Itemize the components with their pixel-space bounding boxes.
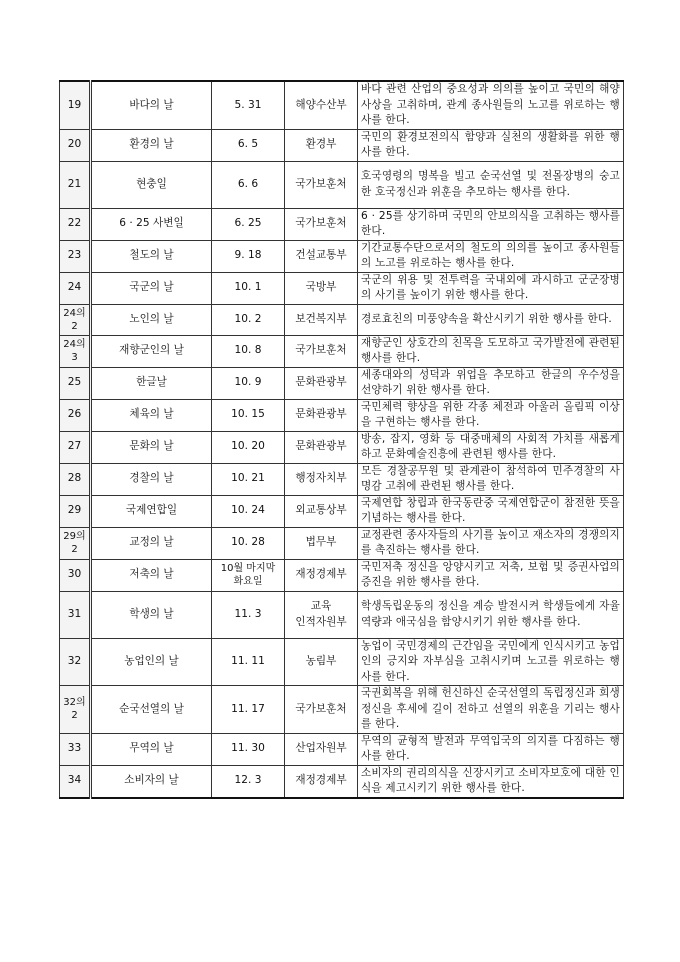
description: 국민의 환경보전의식 함양과 실천의 생활화를 위한 행사를 한다. [358, 129, 624, 161]
day-name: 노인의 날 [91, 304, 212, 335]
ministry: 국가보훈처 [285, 686, 358, 734]
description: 경로효친의 미풍양속을 확산시키기 위한 행사를 한다. [358, 304, 624, 335]
day-name: 바다의 날 [91, 81, 212, 129]
description: 국군의 위용 및 전투력을 국내외에 과시하고 군군장병의 사기를 높이기 위한 행사를 한다. [358, 272, 624, 304]
description: 세종대와의 성덕과 위업을 추모하고 한글의 우수성을 선양하기 위한 행사를 한다. [358, 367, 624, 399]
day-name: 저축의 날 [91, 559, 212, 591]
table-row [60, 129, 624, 161]
table-row [60, 161, 624, 208]
row-number: 20 [60, 129, 91, 161]
row-number: 24의 2 [60, 304, 91, 335]
table-row [60, 765, 624, 798]
ministry: 문화관광부 [285, 399, 358, 431]
row-number: 27 [60, 431, 91, 463]
day-date: 10월 마지막 화요일 [212, 559, 285, 591]
day-name: 환경의 날 [91, 129, 212, 161]
row-number: 24 [60, 272, 91, 304]
table-row [60, 527, 624, 559]
table-row [60, 495, 624, 527]
ministry: 교육 인적자원부 [285, 591, 358, 638]
row-number: 24의 3 [60, 335, 91, 367]
description: 학생독립운동의 정신을 계승 발전시켜 학생들에게 자율역량과 애국심을 함양시키기 위한 행사를 한다. [358, 591, 624, 638]
row-number: 26 [60, 399, 91, 431]
description: 농업이 국민경제의 근간임을 국민에게 인식시키고 농업인의 긍지와 자부심을 고취시키며 노고를 위로하는 행사를 한다. [358, 638, 624, 686]
row-number: 21 [60, 161, 91, 208]
description: 기간교통수단으로서의 철도의 의의를 높이고 종사원들의 노고를 위로하는 행사를 한다. [358, 240, 624, 272]
row-number: 33 [60, 733, 91, 765]
row-number: 31 [60, 591, 91, 638]
day-date: 11. 30 [212, 733, 285, 765]
ministry: 건설교통부 [285, 240, 358, 272]
day-name: 체육의 날 [91, 399, 212, 431]
ministry: 해양수산부 [285, 81, 358, 129]
table-row [60, 304, 624, 335]
table-row [60, 638, 624, 686]
day-name: 순국선열의 날 [91, 686, 212, 734]
table-row [60, 686, 624, 734]
ministry: 산업자원부 [285, 733, 358, 765]
day-date: 10. 1 [212, 272, 285, 304]
day-name: 현충일 [91, 161, 212, 208]
description: 소비자의 권리의식을 신장시키고 소비자보호에 대한 인식을 제고시키기 위한 행사를 한다. [358, 765, 624, 798]
row-number: 19 [60, 81, 91, 129]
day-name: 6 · 25 사변일 [91, 208, 212, 240]
description: 바다 관련 산업의 중요성과 의의를 높이고 국민의 해양사상을 고취하며, 관계 종사원들의 노고를 위로하는 행사를 한다. [358, 81, 624, 129]
day-date: 10. 24 [212, 495, 285, 527]
ministry: 문화관광부 [285, 367, 358, 399]
day-date: 11. 11 [212, 638, 285, 686]
day-date: 11. 3 [212, 591, 285, 638]
day-date: 10. 21 [212, 463, 285, 495]
day-date: 9. 18 [212, 240, 285, 272]
ministry: 국방부 [285, 272, 358, 304]
table-row [60, 335, 624, 367]
document-page [59, 80, 623, 799]
row-number: 23 [60, 240, 91, 272]
day-date: 12. 3 [212, 765, 285, 798]
day-name: 농업인의 날 [91, 638, 212, 686]
day-name: 국제연합일 [91, 495, 212, 527]
ministry: 보건복지부 [285, 304, 358, 335]
table-row [60, 240, 624, 272]
day-name: 소비자의 날 [91, 765, 212, 798]
row-number: 28 [60, 463, 91, 495]
ministry: 농림부 [285, 638, 358, 686]
table-body [60, 81, 624, 798]
table-row [60, 463, 624, 495]
description: 재향군인 상호간의 친목을 도모하고 국가발전에 관련된 행사를 한다. [358, 335, 624, 367]
row-number: 29의 2 [60, 527, 91, 559]
description: 방송, 잡지, 영화 등 대중매체의 사회적 가치를 새롭게 하고 문화예술진흥에 관련된 행사를 한다. [358, 431, 624, 463]
ministry: 행정자치부 [285, 463, 358, 495]
ministry: 국가보훈처 [285, 161, 358, 208]
ministry: 환경부 [285, 129, 358, 161]
day-date: 10. 20 [212, 431, 285, 463]
day-name: 국군의 날 [91, 272, 212, 304]
day-date: 5. 31 [212, 81, 285, 129]
table-row [60, 559, 624, 591]
description: 국민저축 정신을 앙양시키고 저축, 보험 및 증권사업의 증진을 위한 행사를 한다. [358, 559, 624, 591]
description: 국민체력 향상을 위한 각종 체전과 아울러 올림픽 이상을 구현하는 행사를 한다. [358, 399, 624, 431]
day-date: 10. 8 [212, 335, 285, 367]
day-name: 철도의 날 [91, 240, 212, 272]
ministry: 국가보훈처 [285, 335, 358, 367]
row-number: 25 [60, 367, 91, 399]
ministry: 국가보훈처 [285, 208, 358, 240]
table-row [60, 272, 624, 304]
day-date: 10. 9 [212, 367, 285, 399]
day-date: 6. 25 [212, 208, 285, 240]
table-row [60, 591, 624, 638]
day-name: 교정의 날 [91, 527, 212, 559]
row-number: 29 [60, 495, 91, 527]
day-name: 한글날 [91, 367, 212, 399]
description: 국제연합 창립과 한국동란중 국제연합군이 참전한 뜻을 기념하는 행사를 한다. [358, 495, 624, 527]
ministry: 외교통상부 [285, 495, 358, 527]
row-number: 32 [60, 638, 91, 686]
table-row [60, 733, 624, 765]
row-number: 32의 2 [60, 686, 91, 734]
day-name: 경찰의 날 [91, 463, 212, 495]
day-date: 6. 5 [212, 129, 285, 161]
day-name: 재향군인의 날 [91, 335, 212, 367]
ministry: 법무부 [285, 527, 358, 559]
commemoration-days-table [59, 80, 624, 799]
day-date: 11. 17 [212, 686, 285, 734]
day-date: 6. 6 [212, 161, 285, 208]
table-row [60, 399, 624, 431]
description: 국권회복을 위해 헌신하신 순국선열의 독립정신과 희생정신을 후세에 길이 전하고 선열의 위훈을 기리는 행사를 한다. [358, 686, 624, 734]
table-row [60, 367, 624, 399]
ministry: 재정경제부 [285, 559, 358, 591]
ministry: 재정경제부 [285, 765, 358, 798]
row-number: 22 [60, 208, 91, 240]
day-date: 10. 15 [212, 399, 285, 431]
table-row [60, 81, 624, 129]
description: 호국영령의 명복을 빌고 순국선열 및 전몰장병의 숭고한 호국정신과 위훈을 추모하는 행사를 한다. [358, 161, 624, 208]
description: 모든 경찰공무원 및 관계관이 참석하여 민주경찰의 사명감 고취에 관련된 행사를 한다. [358, 463, 624, 495]
row-number: 30 [60, 559, 91, 591]
table-row [60, 431, 624, 463]
description: 교정관련 종사자들의 사기를 높이고 재소자의 경쟁의지를 촉진하는 행사를 한다. [358, 527, 624, 559]
day-name: 무역의 날 [91, 733, 212, 765]
table-row [60, 208, 624, 240]
description: 무역의 균형적 발전과 무역입국의 의지를 다짐하는 행사를 한다. [358, 733, 624, 765]
ministry: 문화관광부 [285, 431, 358, 463]
day-name: 문화의 날 [91, 431, 212, 463]
day-date: 10. 28 [212, 527, 285, 559]
row-number: 34 [60, 765, 91, 798]
day-date: 10. 2 [212, 304, 285, 335]
day-name: 학생의 날 [91, 591, 212, 638]
description: 6 · 25를 상기하며 국민의 안보의식을 고취하는 행사를 한다. [358, 208, 624, 240]
